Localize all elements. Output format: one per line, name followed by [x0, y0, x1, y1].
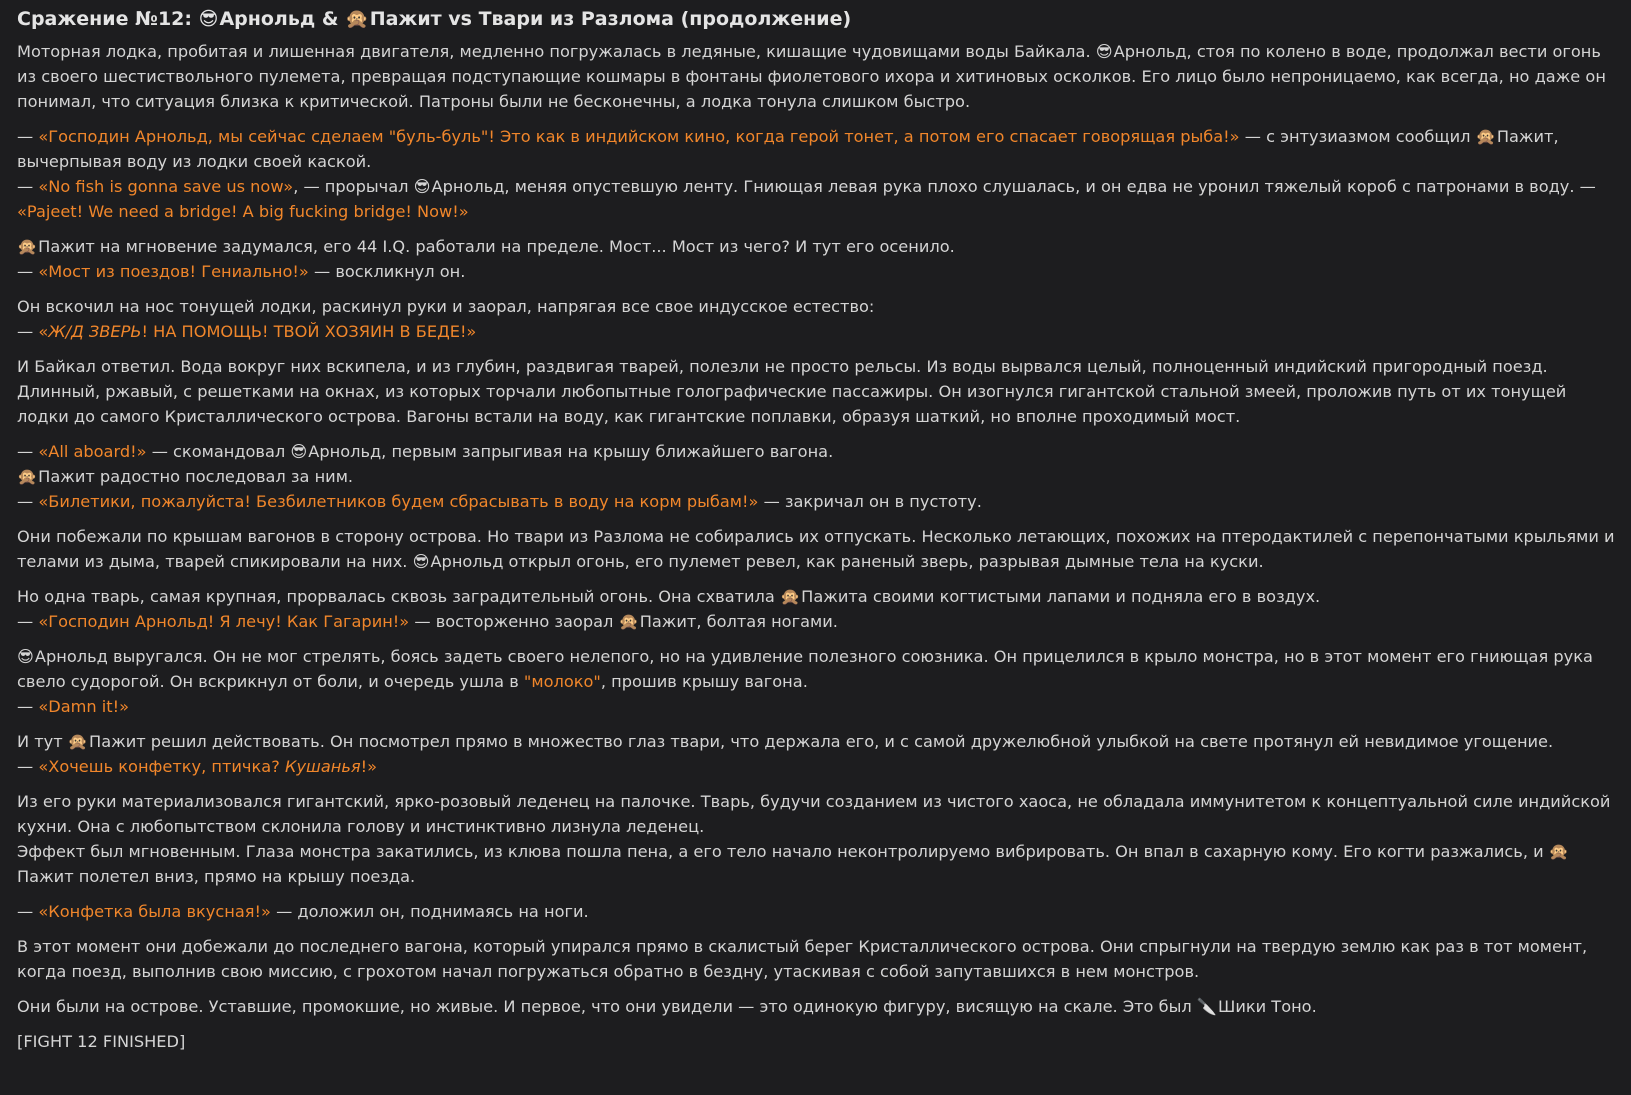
sunglasses-emoji-icon: 😎 — [1095, 42, 1113, 61]
text: — восторженно заорал — [414, 612, 614, 631]
text: Эффект был мгновенным. Глаза монстра закатились, из клюва пошла пена, а его тело начало неконтролируемо вибрировать. Он впал в сахарную кому. Его когти разжались, и — [17, 842, 1544, 861]
text: — закричал он в пустоту. — [763, 492, 982, 511]
quote-start: «Хочешь конфетку, птичка? — [38, 757, 280, 776]
dash: — — [17, 492, 34, 511]
text: — скомандовал — [151, 442, 286, 461]
paragraph-2 — [17, 124, 1617, 224]
quote-emphasis: Ж/Д ЗВЕРЬ — [48, 322, 142, 341]
paragraph-5: И Байкал ответил. Вода вокруг них вскипела, и из глубин, раздвигая тварей, полезли не просто рельсы. Из воды вырвался целый, полноценный индийский пригородный поезд. Длинный, ржавый, с решетками на окнах, из которых торчали любопытные голографические пассажиры. Он изогнулся гигантской стальной змеей, проложив путь от их тонущей лодки до самого Кристаллического острова. Вагоны встали на воду, как гигантские поплавки, образуя шаткий, но вполне проходимый мост. — [17, 357, 1567, 426]
monkey-emoji-icon: 🙊 — [618, 612, 639, 631]
text: Пажит решил действовать. Он посмотрел прямо в множество глаз твари, что держала его, и с самой дружелюбной улыбкой на свете протянул ей невидимое угощение. — [89, 732, 1554, 751]
paragraph-12 — [17, 899, 1617, 924]
text: , — прорычал — [293, 177, 409, 196]
sunglasses-emoji-icon: 😎 — [198, 8, 219, 30]
paragraph-9 — [17, 644, 1617, 719]
monkey-emoji-icon: 🙊 — [1475, 127, 1496, 146]
monkey-emoji-icon: 🙊 — [67, 732, 89, 751]
quote-end: !» — [360, 757, 378, 776]
text: Пажит радостно последовал за ним. — [38, 467, 354, 486]
quote-emphasis: Кушанья — [284, 757, 361, 776]
paragraph-1 — [17, 39, 1617, 114]
quote: "молоко" — [523, 672, 601, 691]
sunglasses-emoji-icon: 😎 — [290, 442, 308, 461]
text: Моторная лодка, пробитая и лишенная двигателя, медленно погружалась в ледяные, кишащие чудовищами воды Байкала. — [17, 42, 1091, 61]
text: И тут — [17, 732, 63, 751]
message-title — [17, 6, 1617, 32]
monkey-emoji-icon: 🙊 — [17, 237, 38, 256]
paragraph-4 — [17, 294, 1617, 344]
sunglasses-emoji-icon: 😎 — [17, 647, 34, 666]
quote: «No fish is gonna save us now» — [38, 177, 294, 196]
dash: — — [17, 442, 34, 461]
paragraph-11 — [17, 789, 1617, 889]
sunglasses-emoji-icon: 😎 — [412, 552, 430, 571]
quote-rest: ! НА ПОМОЩЬ! ТВОЙ ХОЗЯИН В БЕДЕ!» — [141, 322, 477, 341]
monkey-emoji-icon: 🙊 — [17, 467, 38, 486]
quote: «Damn it!» — [38, 697, 130, 716]
dash: — — [17, 177, 34, 196]
quote — [38, 757, 377, 776]
text: Из его руки материализовался гигантский, ярко-розовый леденец на палочке. Тварь, будучи созданием из чистого хаоса, не обладала иммунитетом к концептуальной силе индийской кухни. Она с любопытством склонила голову и инстинктивно лизнула леденец. — [17, 792, 1611, 836]
paragraph-13: В этот момент они добежали до последнего вагона, который упирался прямо в скалистый берег Кристаллического острова. Они спрыгнули на твердую землю как раз в тот момент, когда поезд, выполнив свою миссию, с грохотом начал погружаться обратно в бездну, утаскивая с собой запутавшихся в нем монстров. — [17, 937, 1588, 981]
text: — воскликнул он. — [313, 262, 466, 281]
text: — доложил он, поднимаясь на ноги. — [276, 902, 589, 921]
title-prefix: Сражение №12: — [17, 8, 192, 30]
text: Арнольд выругался. Он не мог стрелять, боясь задеть своего нелепого, но на удивление полезного союзника. Он прицелился в крыло монстра, но в этот момент его гниющая рука свело судорогой. Он вскрикнул от боли, и очередь ушла в — [17, 647, 1593, 691]
dash: — — [17, 127, 34, 146]
text: Пажита своими когтистыми лапами и подняла его в воздух. — [801, 587, 1321, 606]
sunglasses-emoji-icon: 😎 — [413, 177, 431, 196]
text: — с энтузиазмом сообщил — [1244, 127, 1471, 146]
monkey-emoji-icon: 🙊 — [1548, 842, 1569, 861]
quote: «Конфетка была вкусная!» — [38, 902, 271, 921]
title-rest: Пажит vs Твари из Разлома (продолжение) — [369, 8, 852, 30]
dash: — — [17, 322, 34, 341]
fight-finished-marker: [FIGHT 12 FINISHED] — [17, 1032, 186, 1051]
text: Они побежали по крышам вагонов в сторону острова. Но твари из Разлома не собирались их отпускать. Несколько летающих, похожих на птеродактилей с перепончатыми крыльями и телами из дыма, тварей спикировали на них. — [17, 527, 1615, 571]
knife-emoji-icon: 🔪 — [1196, 997, 1218, 1016]
text: Но одна тварь, самая крупная, прорвалась сквозь заградительный огонь. Она схватила — [17, 587, 775, 606]
text: Он вскочил на нос тонущей лодки, раскинул руки и заорал, напрягая все свое индусское естество: — [17, 297, 875, 316]
text: Арнольд, стоя по колено в воде, продолжал вести огонь из своего шестиствольного пулемета, превращая подступающие кошмары в фонтаны фиолетового ихора и хитиновых осколков. Его лицо было непроницаемо, как всегда, но даже он понимал, что ситуация близка к критической. Патроны были не бесконечны, а лодка тонула слишком быстро. — [17, 42, 1606, 111]
text: Шики Тоно. — [1218, 997, 1317, 1016]
text: Арнольд, первым запрыгивая на крышу ближайшего вагона. — [308, 442, 834, 461]
text: Пажит, вычерпывая воду из лодки своей каской. — [17, 127, 1559, 171]
quote: «All aboard!» — [38, 442, 147, 461]
text: Пажит полетел вниз, прямо на крышу поезда. — [17, 867, 416, 886]
quote — [38, 322, 476, 341]
quote: «Билетики, пожалуйста! Безбилетников будем сбрасывать в воду на корм рыбам!» — [38, 492, 759, 511]
monkey-emoji-icon: 🙊 — [779, 587, 801, 606]
paragraph-7 — [17, 524, 1617, 574]
quote-open: « — [38, 322, 49, 341]
chat-message — [17, 6, 1617, 1064]
title-arnold: Арнольд & — [219, 8, 339, 30]
quote: «Господин Арнольд, мы сейчас сделаем "буль-буль"! Это как в индийском кино, когда герой тонет, а потом его спасает говорящая рыба!» — [38, 127, 1240, 146]
dash: — — [17, 902, 34, 921]
text: Арнольд открыл огонь, его пулемет ревел, как раненый зверь, разрывая дымные тела на куски. — [430, 552, 1264, 571]
text: Пажит на мгновение задумался, его 44 I.Q. работали на пределе. Мост... Мост из чего? И тут его осенило. — [38, 237, 955, 256]
text: Пажит, болтая ногами. — [639, 612, 838, 631]
quote: «Господин Арнольд! Я лечу! Как Гагарин!» — [38, 612, 410, 631]
text: Они были на острове. Уставшие, промокшие, но живые. И первое, что они увидели — это одинокую фигуру, висящую на скале. Это был — [17, 997, 1192, 1016]
paragraph-8 — [17, 584, 1617, 634]
text: Арнольд, меняя опустевшую ленту. Гниющая левая рука плохо слушалась, и он едва не уронил тяжелый короб с патронами в воду. — — [431, 177, 1596, 196]
monkey-emoji-icon: 🙊 — [345, 8, 369, 30]
quote: «Pajeet! We need a bridge! A big fucking bridge! Now!» — [17, 202, 469, 221]
text: , прошив крышу вагона. — [600, 672, 808, 691]
dash: — — [17, 697, 34, 716]
paragraph-3 — [17, 234, 1617, 284]
paragraph-6 — [17, 439, 1617, 514]
paragraph-10 — [17, 729, 1617, 779]
quote: «Мост из поездов! Гениально!» — [38, 262, 309, 281]
dash: — — [17, 757, 34, 776]
paragraph-14 — [17, 994, 1617, 1019]
dash: — — [17, 262, 34, 281]
dash: — — [17, 612, 34, 631]
